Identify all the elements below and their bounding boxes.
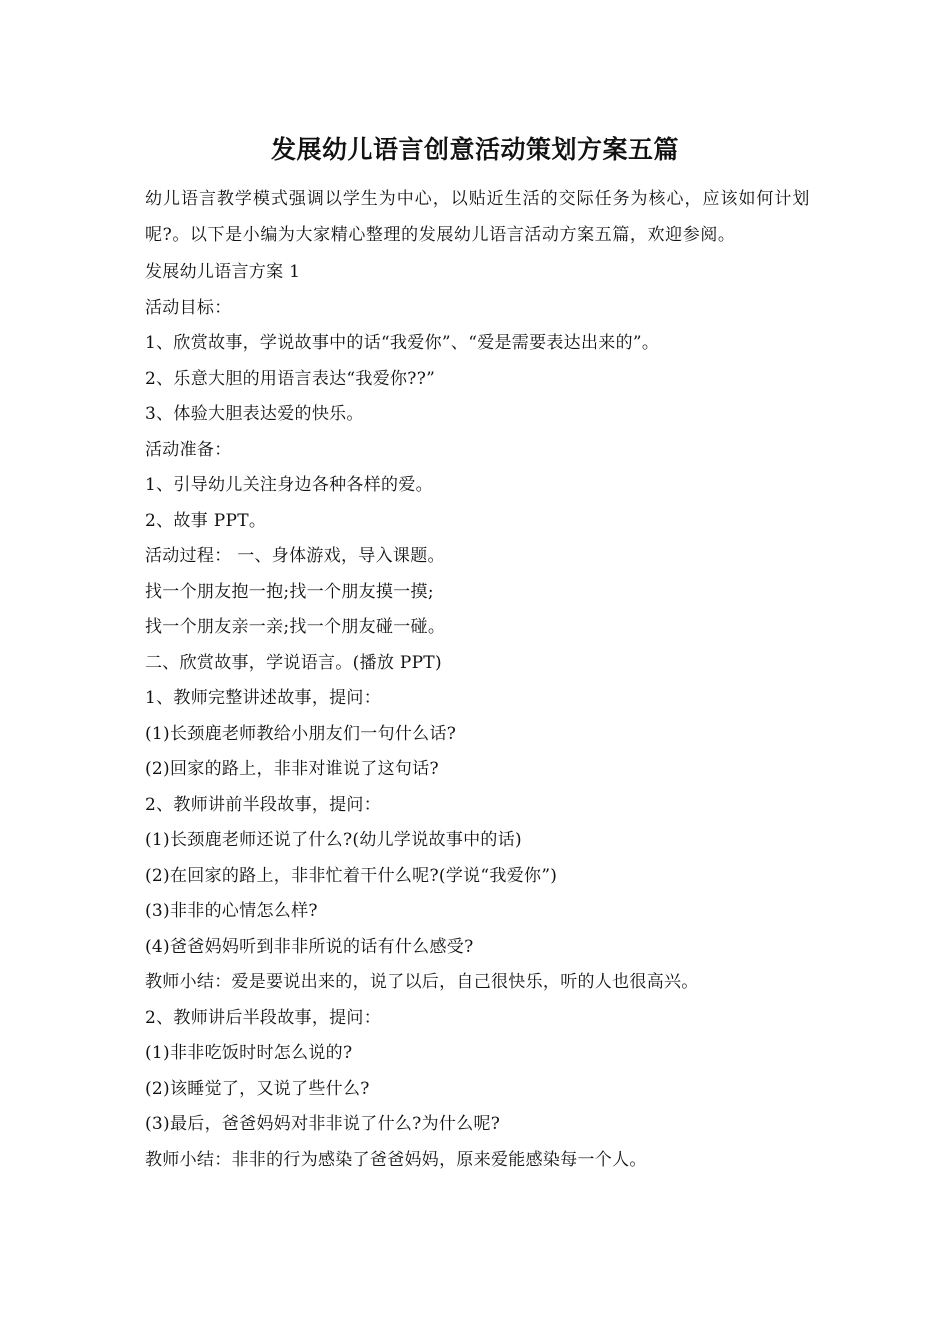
question-item: (1)非非吃饭时时怎么说的? [145,1043,353,1063]
question-item: (3)非非的心情怎么样? [145,901,318,921]
process-line: 1、教师完整讲述故事，提问： [145,688,382,708]
prep-item-2: 2、故事 PPT。 [145,510,267,531]
teacher-summary: 教师小结：爱是要说出来的，说了以后，自己很快乐，听的人也很高兴。 [145,972,699,992]
prep-item-1: 1、引导幼儿关注身边各种各样的爱。 [145,475,433,495]
question-item: (2)该睡觉了，又说了些什么? [145,1078,370,1099]
question-item: (3)最后，爸爸妈妈对非非说了什么?为什么呢? [145,1114,501,1134]
question-item: (1)长颈鹿老师还说了什么?(幼儿学说故事中的话) [145,830,522,850]
document-body [145,181,810,1178]
document-title: 发展幼儿语言创意活动策划方案五篇 [270,135,679,164]
question-item: (2)回家的路上，非非对谁说了这句话? [145,759,439,779]
activity-prep-heading: 活动准备： [145,439,232,460]
goal-item-2: 2、乐意大胆的用语言表达“我爱你??” [145,368,436,389]
process-line: 找一个朋友抱一抱;找一个朋友摸一摸; [145,581,434,602]
intro-paragraph: 幼儿语言教学模式强调以学生为中心，以贴近生活的交际任务为核心，应该如何计划呢?。以下是小编为大家精心整理的发展幼儿语言活动方案五篇，欢迎参阅。 [145,189,810,245]
activity-goals-heading: 活动目标： [145,297,232,318]
process-line: 找一个朋友亲一亲;找一个朋友碰一碰。 [145,617,446,637]
goal-item-1: 1、欣赏故事，学说故事中的话“我爱你”、“爱是需要表达出来的”。 [145,333,660,353]
process-step-heading: 二、欣赏故事，学说语言。(播放 PPT) [145,652,442,673]
process-line: 2、教师讲前半段故事，提问： [145,794,382,815]
teacher-summary: 教师小结：非非的行为感染了爸爸妈妈，原来爱能感染每一个人。 [145,1149,647,1170]
section-heading-plan-1: 发展幼儿语言方案 1 [145,262,301,282]
question-item: (2)在回家的路上，非非忙着干什么呢?(学说“我爱你”) [145,865,558,886]
process-line: 2、教师讲后半段故事，提问： [145,1007,382,1028]
activity-process-heading: 活动过程： 一、身体游戏，导入课题。 [145,546,445,566]
question-item: (4)爸爸妈妈听到非非所说的话有什么感受? [145,936,474,957]
question-item: (1)长颈鹿老师教给小朋友们一句什么话? [145,723,457,744]
goal-item-3: 3、体验大胆表达爱的快乐。 [145,404,364,424]
